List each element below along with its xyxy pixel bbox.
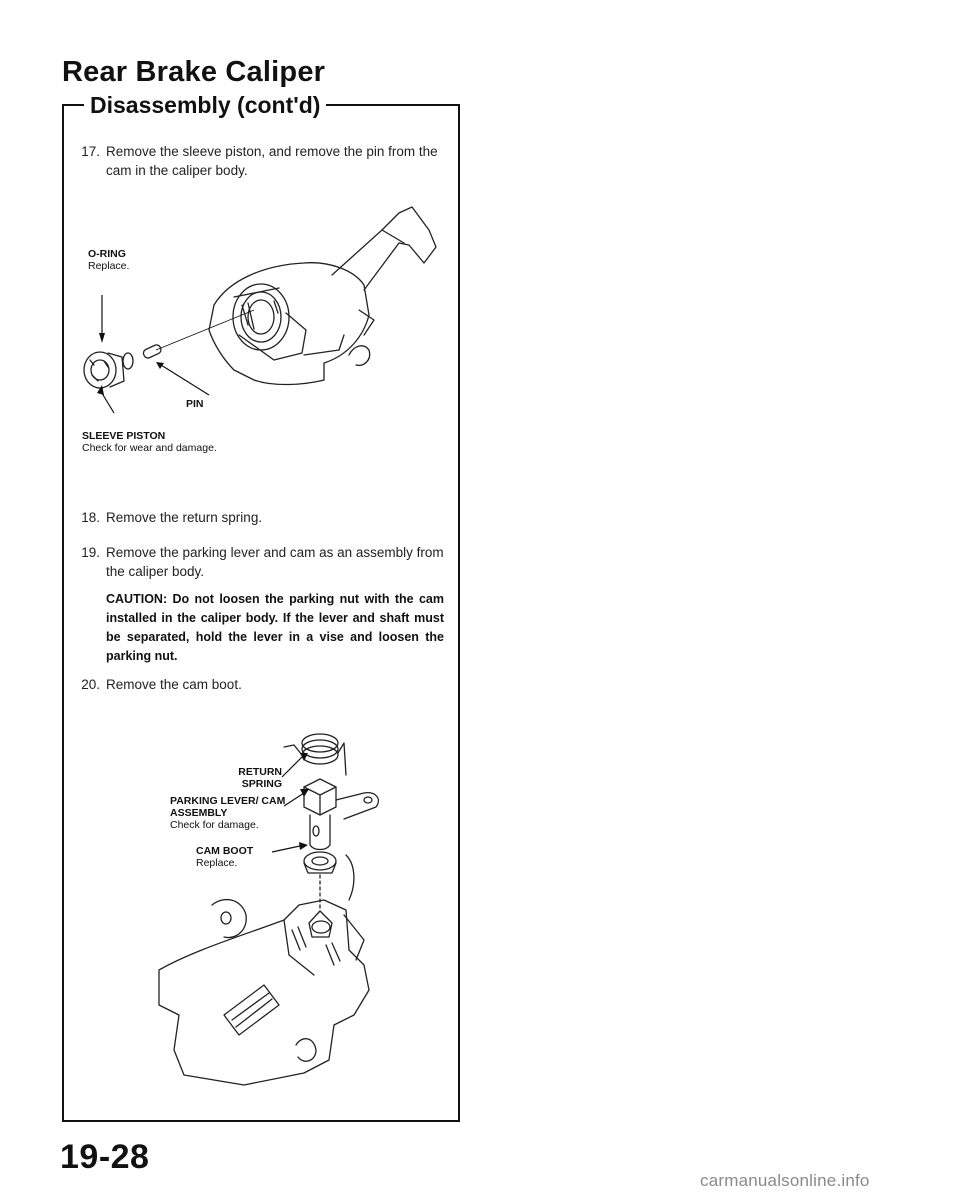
- cam-boot-label: [196, 845, 253, 869]
- figure-parking-lever: [64, 715, 454, 1105]
- return-spring-name: RETURN SPRING: [238, 766, 282, 790]
- step-number: 20.: [81, 677, 100, 692]
- figure-sleeve-piston: [64, 185, 454, 475]
- oring-note: Replace.: [88, 260, 130, 272]
- lever-cam-label: [170, 795, 290, 831]
- lever-cam-name: PARKING LEVER/ CAM ASSEMBLY: [170, 795, 286, 819]
- step-number: 19.: [81, 545, 100, 560]
- oring-name: O-RING: [88, 248, 126, 260]
- step-17: [76, 142, 446, 180]
- pin-label: [186, 398, 204, 410]
- cam-boot-note: Replace.: [196, 857, 238, 869]
- sleeve-piston-label: [82, 430, 222, 454]
- return-spring-label: [202, 766, 282, 790]
- lever-cam-note: Check for damage.: [170, 819, 259, 831]
- watermark[interactable]: carmanualsonline.info: [700, 1171, 870, 1190]
- step-number: 18.: [81, 510, 100, 525]
- step-text: Remove the return spring.: [106, 510, 263, 525]
- page-title: Rear Brake Caliper: [62, 56, 326, 88]
- step-text: Remove the parking lever and cam as an assembly from the caliper body.: [106, 545, 444, 579]
- caution-note: CAUTION: Do not loosen the parking nut with the cam installed in the caliper body. If the lever and shaft must be separated, hold the lever in a vise and loosen the parking nut.: [106, 592, 444, 663]
- page-number: 19-28: [60, 1138, 150, 1176]
- step-19: [76, 543, 446, 581]
- sleeve-piston-note: Check for wear and damage.: [82, 442, 217, 454]
- section-title: Disassembly (cont'd): [86, 92, 326, 119]
- sleeve-piston-name: SLEEVE PISTON: [82, 430, 166, 442]
- step-18: [76, 508, 446, 527]
- step-number: 17.: [81, 144, 100, 159]
- oring-label: [88, 248, 129, 272]
- step-text: Remove the cam boot.: [106, 677, 242, 692]
- step-text: Remove the sleeve piston, and remove the pin from the cam in the caliper body.: [106, 144, 438, 178]
- cam-boot-name: CAM BOOT: [196, 845, 254, 857]
- pin-name: PIN: [186, 398, 204, 410]
- step-20: [76, 675, 446, 694]
